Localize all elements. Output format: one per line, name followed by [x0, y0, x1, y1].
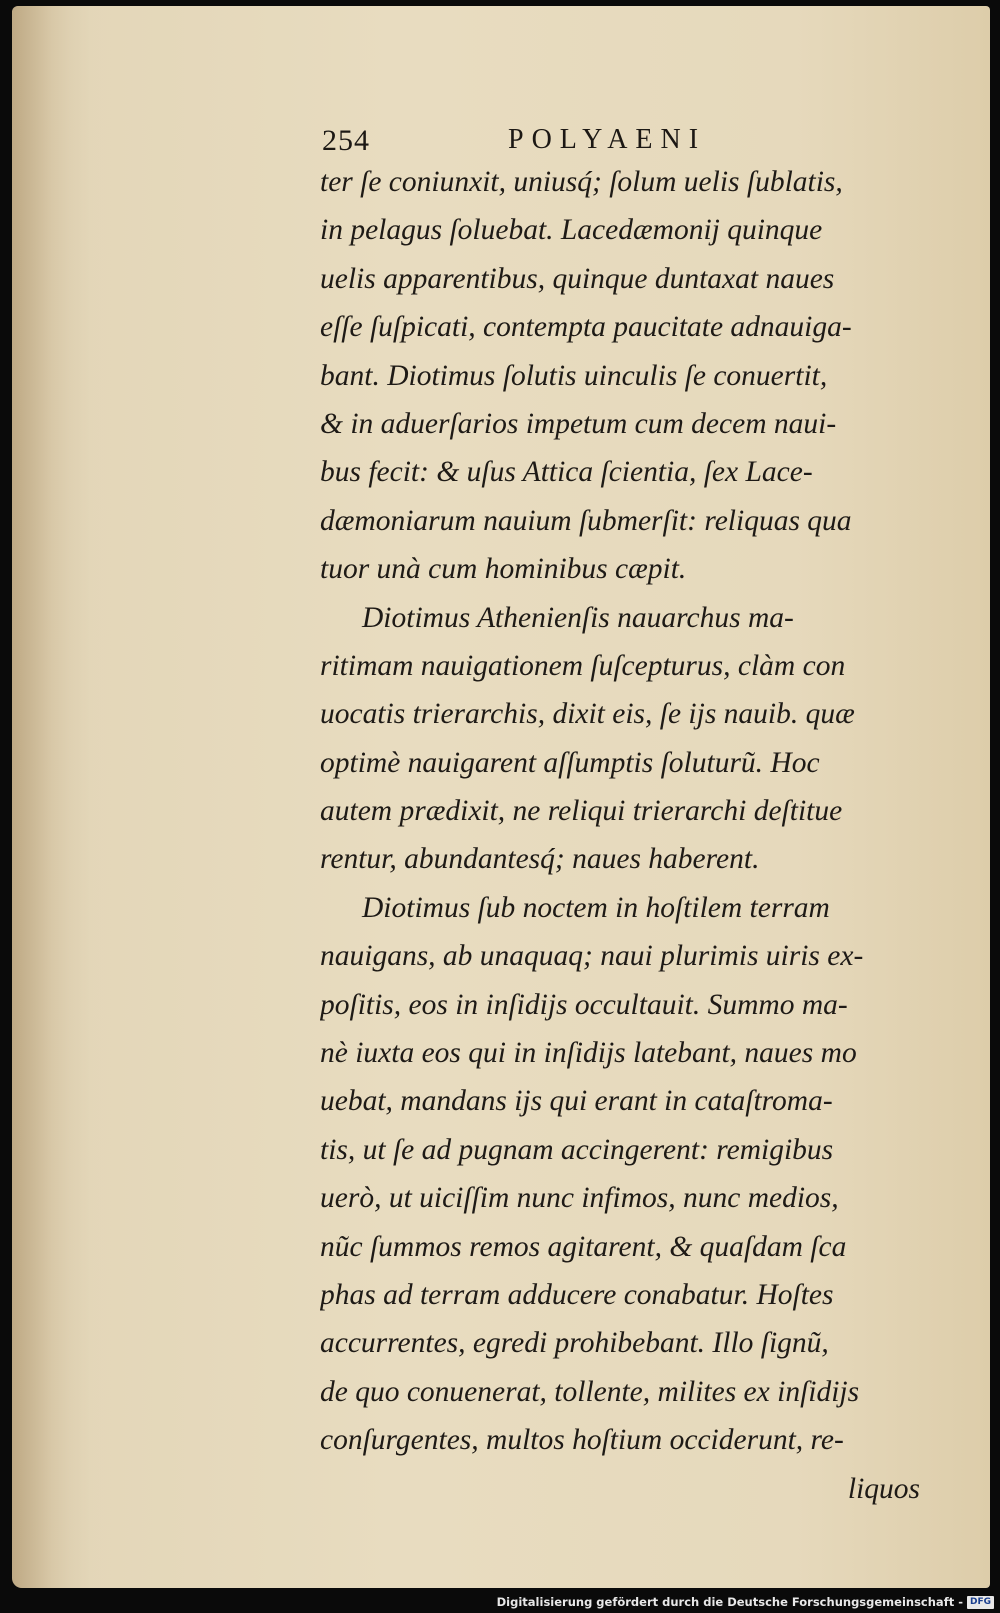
- text-line: uebat, mandans ijs qui erant in cataſtroma-: [320, 1085, 833, 1118]
- text-line: nauigans, ab unaquaq; naui plurimis uiris ex-: [320, 940, 864, 973]
- credit-text: Digitalisierung gefördert durch die Deutsche Forschungsgemeinschaft -: [496, 1595, 963, 1609]
- page-number: 254: [322, 124, 370, 157]
- text-line: accurrentes, egredi prohibebant. Illo ſignũ,: [320, 1327, 829, 1360]
- digitization-credit: [497, 1593, 994, 1611]
- text-line: uelis apparentibus, quinque duntaxat naues: [320, 262, 835, 295]
- text-line: conſurgentes, multos hoſtium occiderunt, re-: [320, 1424, 844, 1457]
- text-line: uerò, ut uiciſſim nunc infimos, nunc medios,: [320, 1182, 839, 1215]
- text-line: nũc ſummos remos agitarent, & quaſdam ſca: [320, 1230, 847, 1263]
- text-line: rentur, abundantesq́; naues haberent.: [320, 843, 760, 876]
- paragraph-start-line: Diotimus Athenienſis nauarchus ma-: [362, 601, 794, 634]
- text-line: dæmoniarum nauium ſubmerſit: reliquas qua: [320, 504, 852, 537]
- text-line: optimè nauigarent aſſumptis ſoluturũ. Hoc: [320, 746, 820, 779]
- text-line: tis, ut ſe ad pugnam accingerent: remigibus: [320, 1133, 834, 1166]
- text-line: de quo conuenerat, tollente, milites ex inſidijs: [320, 1375, 860, 1408]
- paragraph-start-line: Diotimus ſub noctem in hoſtilem terram: [362, 891, 830, 924]
- text-line: poſitis, eos in inſidijs occultauit. Summo ma-: [320, 988, 848, 1021]
- text-line: phas ad terram adducere conabatur. Hoſtes: [320, 1278, 834, 1311]
- text-line: in pelagus ſoluebat. Lacedæmonij quinque: [320, 214, 823, 247]
- book-page: [12, 6, 990, 1588]
- text-line: eſſe ſuſpicati, contempta paucitate adnauiga-: [320, 311, 852, 344]
- text-line: bus fecit: & uſus Attica ſcientia, ſex Lace-: [320, 456, 813, 489]
- dfg-logo-icon: DFG: [967, 1596, 994, 1609]
- text-line: ter ſe coniunxit, uniusq́; ſolum uelis ſublatis,: [320, 166, 843, 198]
- text-line: tuor unà cum hominibus cæpit.: [320, 553, 687, 586]
- text-line: nè iuxta eos qui in inſidijs latebant, naues mo: [320, 1037, 857, 1070]
- body-text: [320, 158, 940, 1505]
- text-line: ritimam nauigationem ſuſcepturus, clàm con: [320, 649, 846, 682]
- page-gutter-shadow: [12, 6, 92, 1588]
- catchword: liquos: [847, 1472, 920, 1505]
- text-line: autem prædixit, ne reliqui trierarchi deſtitue: [320, 795, 843, 828]
- text-line: uocatis trierarchis, dixit eis, ſe ijs nauib. quæ: [320, 698, 855, 731]
- running-head: POLYAENI: [508, 124, 707, 155]
- text-line: bant. Diotimus ſolutis uinculis ſe conuertit,: [320, 359, 828, 392]
- text-line: & in aduerſarios impetum cum decem naui-: [320, 407, 837, 440]
